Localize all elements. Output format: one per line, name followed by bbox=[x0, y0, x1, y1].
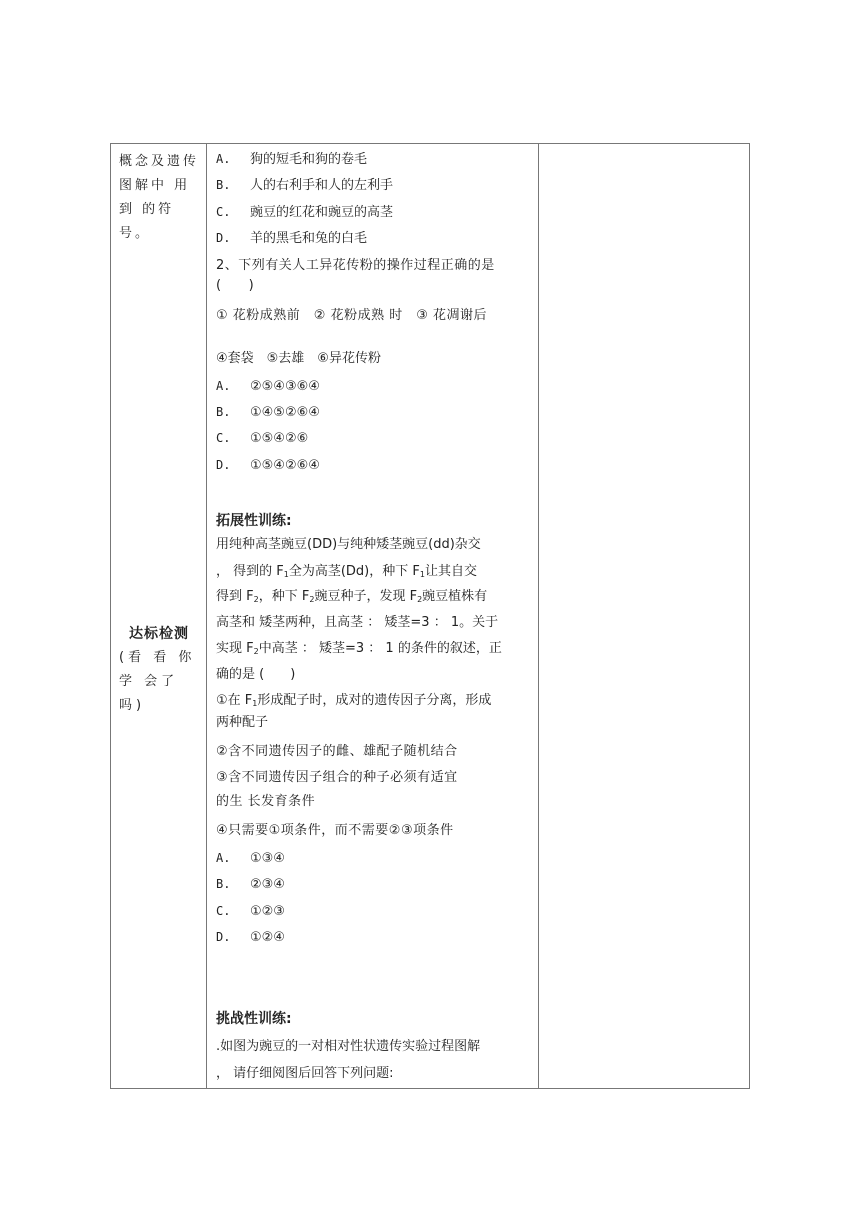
column-divider bbox=[206, 144, 207, 1088]
q2-option-d: D. ①⑤④②⑥④ bbox=[216, 458, 320, 473]
extension-statement-3b: 的生 长发育条件 bbox=[216, 794, 316, 809]
q2-option-c: C. ①⑤④②⑥ bbox=[216, 431, 309, 446]
extension-line1: 用纯种高茎豌豆(DD)与纯种矮茎豌豆(dd)杂交 bbox=[216, 537, 481, 552]
extension-option-b: B. ②③④ bbox=[216, 877, 285, 892]
extension-option-d: D. ①②④ bbox=[216, 930, 285, 945]
section-subtitle: (看 看 你 学 会了吗) bbox=[119, 650, 196, 713]
extension-line4: 高茎和 矮茎两种，且高茎 ： 矮茎=3 ： 1。关于 bbox=[216, 615, 499, 630]
extension-option-a: A. ①③④ bbox=[216, 851, 285, 866]
extension-option-c: C. ①②③ bbox=[216, 904, 285, 919]
extension-line6: 确的是 ( ) bbox=[216, 667, 296, 682]
q2-option-a: A. ②⑤④③⑥④ bbox=[216, 379, 320, 394]
extension-line5: 实现 F2中高茎 ： 矮茎=3 ： 1 的条件的叙述，正 bbox=[216, 641, 502, 656]
section-title: 达标检测 bbox=[129, 626, 189, 642]
extension-line2: ， 得到的 F1全为高茎(Dd)，种下 F1让其自交 bbox=[216, 564, 477, 579]
extension-line3: 得到 F2，种下 F2豌豆种子，发现 F2豌豆植株有 bbox=[216, 589, 488, 604]
extension-statement-1a: ①在 F1形成配子时，成对的遗传因子分离，形成 bbox=[216, 693, 492, 708]
q2-steps-line1: ① 花粉成熟前 ② 花粉成熟 时 ③ 花凋谢后 bbox=[216, 308, 487, 323]
q2-steps-line2: ④套袋 ⑤去雄 ⑥异花传粉 bbox=[216, 351, 381, 366]
extension-statement-3a: ③含不同遗传因子组合的种子必须有适宜 bbox=[216, 770, 458, 785]
q1-option-b: B. 人的右利手和人的左利手 bbox=[216, 178, 394, 193]
extension-heading: 拓展性训练: bbox=[216, 513, 292, 529]
q2-option-b: B. ①④⑤②⑥④ bbox=[216, 405, 320, 420]
column-divider bbox=[538, 144, 539, 1088]
extension-statement-1b: 两种配子 bbox=[216, 715, 269, 730]
q2-stem: 2、下列有关人工异花传粉的操作过程正确的是 ( ) bbox=[216, 258, 495, 293]
worksheet-table bbox=[110, 143, 750, 1089]
q1-option-c: C. 豌豆的红花和豌豆的高茎 bbox=[216, 205, 394, 220]
concept-label: 概念及遗传 图解中 用到 的符 号。 bbox=[119, 154, 200, 241]
extension-statement-2: ②含不同遗传因子的雌、雄配子随机结合 bbox=[216, 744, 458, 759]
challenge-line1: .如图为豌豆的一对相对性状遗传实验过程图解 bbox=[216, 1039, 481, 1054]
q1-option-d: D. 羊的黑毛和兔的白毛 bbox=[216, 231, 368, 246]
section-label bbox=[119, 622, 199, 718]
challenge-line2: ， 请仔细阅图后回答下列问题: bbox=[216, 1066, 394, 1081]
extension-statement-4: ④只需要①项条件，而不需要②③项条件 bbox=[216, 823, 454, 838]
challenge-heading: 挑战性训练: bbox=[216, 1011, 292, 1027]
q1-option-a: A. 狗的短毛和狗的卷毛 bbox=[216, 152, 368, 167]
